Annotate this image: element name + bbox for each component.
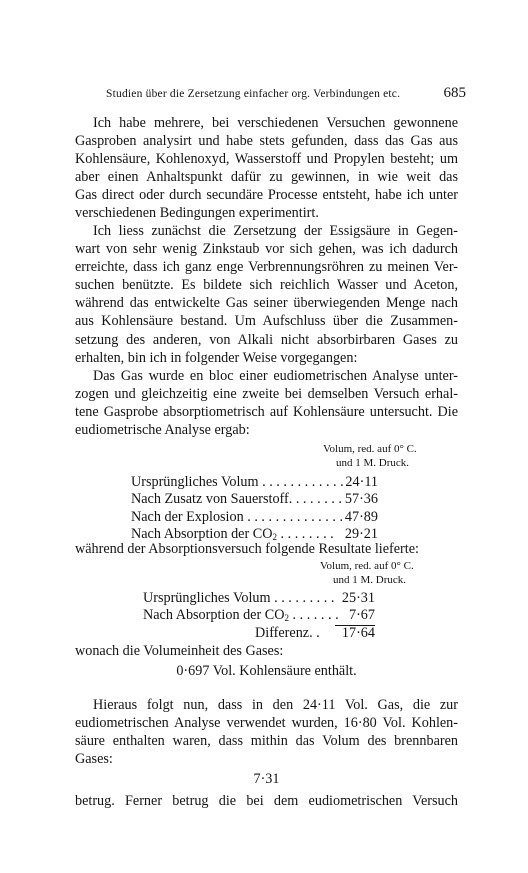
table-body <box>131 474 378 544</box>
row-label: Ursprüngliches Volum . . . . . . . . . . . . <box>131 474 344 490</box>
table-column-head: und 1 M. Druck. <box>333 574 407 586</box>
text-line: säure enthalten waren, dass mithin das Volum des brennbaren <box>75 733 458 750</box>
table-row <box>131 509 378 526</box>
text-line: Gasproben analysirt und habe stets gefunden, dass das Gas aus <box>75 133 458 150</box>
final-line <box>75 792 458 810</box>
text-line: aus Kohlensäure bestand. Um Aufschluss über die Zusammen- <box>75 313 458 330</box>
table-row <box>143 625 375 642</box>
row-label: Nach Zusatz von Sauerstoff. . . . . . . . <box>131 491 342 508</box>
row-label: Nach der Explosion . . . . . . . . . . . . . . <box>131 508 343 525</box>
text-line: wart von sehr wenig Zinkstaub vor sich gehen, was ich dadurch <box>75 241 458 258</box>
result-value: 7·31 <box>253 771 280 787</box>
connector-2 <box>75 642 458 660</box>
page-number: 685 <box>443 85 466 101</box>
text-line: Ich habe mehrere, bei verschiedenen Versuchen gewonnene <box>93 115 458 131</box>
text-line: wonach die Volumeinheit des Gases: <box>75 643 284 659</box>
text-line: Hieraus folgt nun, dass in den 24·11 Vol. Gas, die zur <box>93 697 458 713</box>
row-value: 24·11 <box>345 474 378 490</box>
paragraph-1 <box>75 114 458 223</box>
text-line: eudiometrische Analyse ergab: <box>75 422 250 439</box>
paragraph-2 <box>75 222 458 367</box>
text-line: aber einen Anhaltspunkt dafür zu gewinnen, in wie weit das <box>75 169 458 186</box>
table-column-head: und 1 M. Druck. <box>336 457 410 469</box>
text-line: Ich liess zunächst die Zersetzung der Essigsäure in Gegen- <box>93 223 458 239</box>
row-label: Nach Absorption der $CO_2$ . . . . . . . . <box>131 526 334 543</box>
text-line: Kohlensäure, Kohlenoxyd, Wasserstoff und Propylen besteht; um <box>75 151 458 168</box>
row-value: 7·67 <box>335 607 375 625</box>
row-value: 29·21 <box>344 526 378 543</box>
text-line: tene Gasprobe absorptiometrisch auf Kohlensäure untersucht. Die <box>75 404 458 421</box>
row-label: Ursprüngliches Volum . . . . . . . . . <box>143 590 335 606</box>
table-row <box>131 474 378 491</box>
table-column-head: Volum, red. auf 0° C. <box>323 443 417 455</box>
result-line-1 <box>75 662 458 680</box>
text-line: suchen benützte. Es bildete sich reichlich Wasser und Aceton, <box>75 277 458 294</box>
text-line: verschiedenen Bedingungen experimentirt. <box>75 205 319 222</box>
text-line: Das Gas wurde en bloc einer eudiometrischen Analyse unter- <box>93 368 458 384</box>
row-value: 25·31 <box>341 590 375 606</box>
text-line: erhalten, bin ich in folgender Weise vorgegangen: <box>75 349 358 366</box>
text-line: zogen und gleichzeitig eine zweite bei demselben Versuch erhal- <box>75 386 458 403</box>
text-line: während der Absorptionsversuch folgende Resultate lieferte: <box>75 541 419 557</box>
text-line: Gas direct oder durch secundäre Processe entsteht, habe ich unter <box>75 187 458 204</box>
text-line: während das entwickelte Gas seiner überwiegenden Menge nach <box>75 295 458 312</box>
paragraph-3 <box>75 367 458 439</box>
text-line: eudiometrischen Analyse verwendet wurden, 16·80 Vol. Kohlen- <box>75 715 458 732</box>
table-row <box>131 491 378 508</box>
text-line: betrug. Ferner betrug die bei dem eudiometrischen Versuch <box>75 793 458 809</box>
row-value: 57·36 <box>344 491 378 508</box>
paragraph-4 <box>75 696 458 768</box>
result-value: 0·697 Vol. Kohlensäure enthält. <box>176 663 357 679</box>
running-title: Studien über die Zersetzung einfacher org. Verbindungen etc. <box>106 88 401 100</box>
text-line: setzung des anderen, von Alkali nicht absorbirbaren Gases zu <box>75 331 458 348</box>
connector-1 <box>75 540 458 558</box>
result-line-2 <box>75 770 458 788</box>
text-line: erreichte, dass ich ganz enge Verbrennungsröhren zu meinen Ver- <box>75 259 458 276</box>
row-value: 47·89 <box>344 508 378 525</box>
text-line: Gases: <box>75 751 113 768</box>
table-column-head: Volum, red. auf 0° C. <box>320 560 414 572</box>
table-row <box>143 590 375 607</box>
row-label: Differenz. . <box>255 624 320 641</box>
table-row <box>143 607 375 624</box>
page-header <box>0 85 528 108</box>
row-label: Nach Absorption der $CO_2$ . . . . . . . <box>143 607 339 624</box>
table-body <box>143 590 375 642</box>
row-value: 17·64 <box>341 624 375 641</box>
